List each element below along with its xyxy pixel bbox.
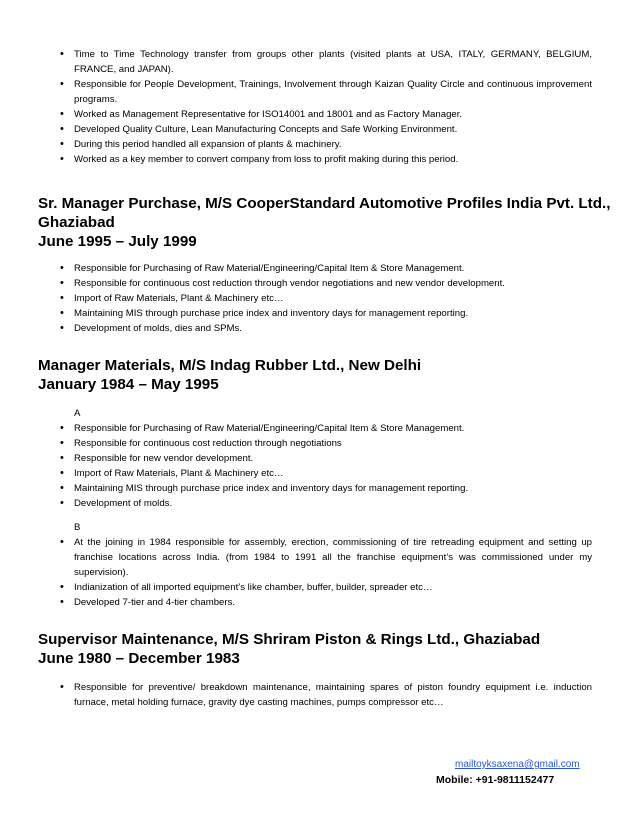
job1-title-line1: Sr. Manager Purchase, M/S CooperStandard Automotive Profiles India Pvt. Ltd., bbox=[38, 195, 611, 212]
mobile-number: Mobile: +91-9811152477 bbox=[436, 774, 555, 786]
list-item: • Worked as a key member to convert company from loss to profit making during this period. bbox=[0, 152, 638, 167]
list-item: • At the joining in 1984 responsible for assembly, erection, commissioning of tire retreading equipment and setting up franchise locations across India. (from 1984 to 1991 all the franchise equipment’s was commissioned under my supervision). bbox=[0, 535, 638, 580]
job3-period: June 1980 – December 1983 bbox=[38, 650, 240, 667]
job1-bullet-list bbox=[0, 261, 638, 336]
list-item: • Developed Quality Culture, Lean Manufacturing Concepts and Safe Working Environment. bbox=[0, 122, 638, 137]
job2-title: Manager Materials, M/S Indag Rubber Ltd., New Delhi bbox=[38, 357, 422, 374]
email-link[interactable]: mailtoyksaxena@gmail.com bbox=[455, 759, 580, 770]
job3-bullet-list bbox=[0, 680, 638, 710]
list-item: • Import of Raw Materials, Plant & Machinery etc… bbox=[0, 466, 638, 481]
job3-title: Supervisor Maintenance, M/S Shriram Piston & Rings Ltd., Ghaziabad bbox=[38, 631, 541, 648]
list-item: • Responsible for People Development, Trainings, Involvement through Kaizan Quality Circle and continuous improvement programs. bbox=[0, 77, 638, 107]
job2-section-b bbox=[0, 520, 638, 610]
list-item: • Worked as Management Representative for ISO14001 and 18001 and as Factory Manager. bbox=[0, 107, 638, 122]
section-a-label: A bbox=[74, 408, 81, 419]
job2-section-b-list bbox=[0, 535, 638, 610]
job2-section-a bbox=[0, 406, 638, 511]
list-item: • Development of molds, dies and SPMs. bbox=[0, 321, 638, 336]
list-item: • Import of Raw Materials, Plant & Machinery etc… bbox=[0, 291, 638, 306]
list-item: • Responsible for new vendor development. bbox=[0, 451, 638, 466]
job1-period: June 1995 – July 1999 bbox=[38, 233, 197, 250]
list-item: • Time to Time Technology transfer from groups other plants (visited plants at USA, ITALY, GERMANY, BELGIUM, FRANCE, and JAPAN). bbox=[0, 47, 638, 77]
list-item: • Responsible for preventive/ breakdown maintenance, maintaining spares of piston foundry equipment i.e. induction furnace, metal holding furnace, gravity dye casting machines, pumps compressor etc… bbox=[0, 680, 638, 710]
list-item: • Responsible for Purchasing of Raw Material/Engineering/Capital Item & Store Management. bbox=[0, 261, 638, 276]
section-b-label: B bbox=[74, 522, 81, 533]
list-item: • Responsible for continuous cost reduction through negotiations bbox=[0, 436, 638, 451]
job1-title-line2: Ghaziabad bbox=[38, 214, 115, 231]
list-item: • Development of molds. bbox=[0, 496, 638, 511]
list-item: • Indianization of all imported equipment’s like chamber, buffer, builder, spreader etc… bbox=[0, 580, 638, 595]
list-item: • Responsible for continuous cost reduction through vendor negotiations and new vendor development. bbox=[0, 276, 638, 291]
job2-section-a-list bbox=[0, 421, 638, 511]
list-item: • Maintaining MIS through purchase price index and inventory days for management reporting. bbox=[0, 481, 638, 496]
job2-period: January 1984 – May 1995 bbox=[38, 376, 219, 393]
intro-bullet-list bbox=[0, 47, 638, 167]
list-item: • Responsible for Purchasing of Raw Material/Engineering/Capital Item & Store Management. bbox=[0, 421, 638, 436]
list-item: • Maintaining MIS through purchase price index and inventory days for management reporting. bbox=[0, 306, 638, 321]
list-item: • Developed 7-tier and 4-tier chambers. bbox=[0, 595, 638, 610]
list-item: • During this period handled all expansion of plants & machinery. bbox=[0, 137, 638, 152]
